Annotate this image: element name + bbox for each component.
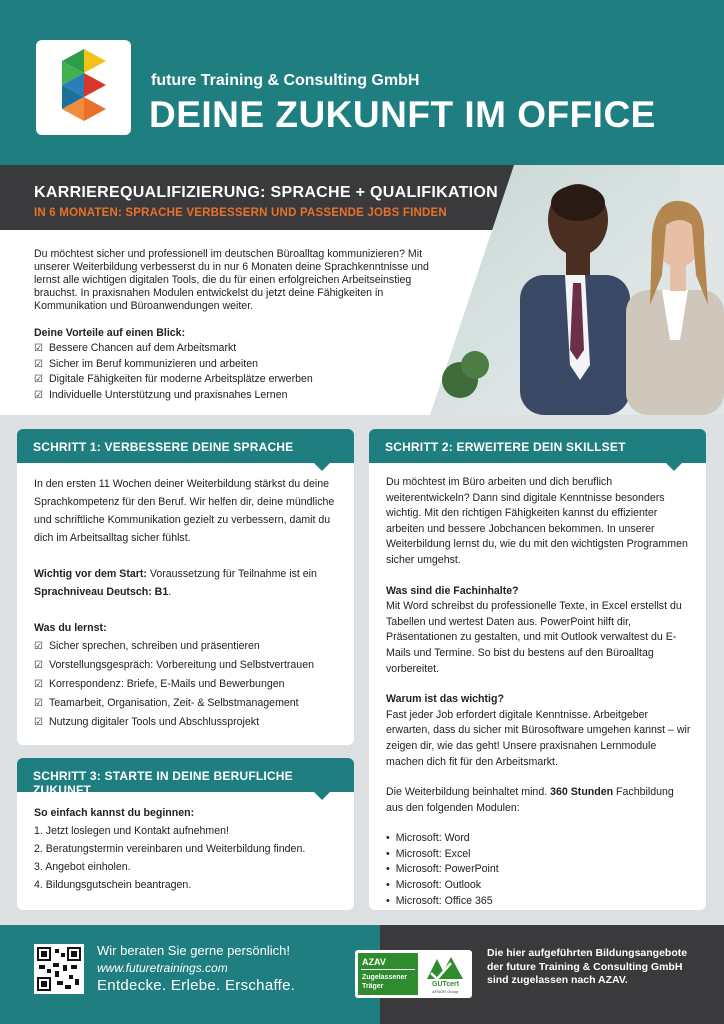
step3-start-title: So einfach kannst du beginnen:: [34, 807, 195, 819]
step1-text: In den ersten 11 Wochen deiner Weiterbildung stärkst du deine Sprachkompetenz für den Beruf. Wir helfen dir, deine mündliche und schriftliche Kommunikation gezielt zu verbessern, damit du dich im Arbeitsalltag sicher fühlst.: [34, 478, 335, 544]
list-item: 2. Beratungstermin vereinbaren und Weiterbildung finden.: [34, 843, 306, 855]
gutcert-text: GUTcert: [432, 981, 460, 988]
azav-line2: Träger: [362, 983, 384, 990]
footer-url-link[interactable]: www.futuretrainings.com: [97, 961, 228, 975]
band-title: KARRIEREQUALIFIZIERUNG: SPRACHE + QUALIFIKATION: [34, 184, 499, 201]
step2-hours: Die Weiterbildung beinhaltet mind. 360 Stunden Fachbildung aus den folgenden Modulen:: [386, 786, 674, 814]
benefit-item: ☑ Digitale Fähigkeiten für moderne Arbeitsplätze erwerben: [34, 372, 313, 388]
step3-steps: [34, 822, 340, 894]
azav-badge: [355, 950, 472, 998]
benefits-list: [34, 341, 313, 403]
step1-learn-title: Was du lernst:: [34, 622, 107, 634]
azav-label-box: [358, 953, 418, 995]
notch-icon: [666, 463, 682, 471]
step1-header: [17, 429, 354, 463]
page-title: DEINE ZUKUNFT IM OFFICE: [149, 94, 656, 135]
step2-why-title: Warum ist das wichtig?: [386, 693, 504, 706]
company-logo: [36, 40, 131, 135]
benefits-title: Deine Vorteile auf einen Blick:: [34, 327, 186, 339]
step1-title: SCHRITT 1: VERBESSERE DEINE SPRACHE: [33, 440, 294, 454]
step3-title: SCHRITT 3: STARTE IN DEINE BERUFLICHE ZUKUNFT: [33, 769, 293, 797]
step1-body: [34, 475, 340, 732]
footer-slogan: Entdecke. Erlebe. Erschaffe.: [97, 977, 296, 994]
hero-photo: [430, 165, 724, 415]
step1-requirement: Wichtig vor dem Start: Voraussetzung für Teilnahme ist ein Sprachniveau Deutsch: B1.: [34, 568, 317, 598]
list-item: • Microsoft: Outlook: [386, 878, 692, 894]
divider: [361, 969, 415, 970]
step2-card: [369, 429, 706, 910]
benefit-item: ☑ Bessere Chancen auf dem Arbeitsmarkt: [34, 341, 313, 357]
qr-code-icon[interactable]: [34, 944, 84, 994]
list-item: ☑ Teamarbeit, Organisation, Zeit- & Selbstmanagement: [34, 694, 340, 713]
step2-modules: [386, 831, 692, 909]
step2-title: SCHRITT 2: ERWEITERE DEIN SKILLSET: [385, 440, 626, 454]
step2-text: Du möchtest im Büro arbeiten und dich beruflich weiterentwickeln? Dann sind digitale Kenntnisse besonders wichtig. Mit den richtigen Fähigkeiten kannst du effizienter arbeiten und bessere Jobchancen bekommen. In unserer Weiterbildung lernst du, wie du mit den wichtigsten Programmen sicher umgehst.: [386, 476, 688, 566]
band-subtitle: IN 6 MONATEN: SPRACHE VERBESSERN UND PASSENDE JOBS FINDEN: [34, 207, 447, 219]
notch-icon: [314, 792, 330, 800]
step3-header: [17, 758, 354, 797]
benefit-item: ☑ Individuelle Unterstützung und praxisnahes Lernen: [34, 388, 313, 404]
step2-body: [386, 475, 692, 909]
step1-card: [17, 429, 354, 745]
company-name: future Training & Consulting GmbH: [151, 72, 420, 89]
list-item: ☑ Vorstellungsgespräch: Vorbereitung und Selbstvertrauen: [34, 656, 340, 675]
list-item: ☑ Sicher sprechen, schreiben und präsentieren: [34, 637, 340, 656]
gutcert-sub: AFNOR Group: [432, 989, 459, 994]
step3-body: [34, 804, 340, 894]
step3-card: [17, 758, 354, 910]
list-item: 1. Jetzt loslegen und Kontakt aufnehmen!: [34, 825, 229, 837]
step2-content-text: Mit Word schreibst du professionelle Texte, in Excel erstellst du Tabellen und wertest Daten aus. PowerPoint hilft dir, Präsentationen zu gestalten, und mit Outlook verwaltest du E-Mails und Termine. So bist du bestens auf den Büroalltag vorbereitet.: [386, 600, 682, 675]
list-item: 4. Bildungsgutschein beantragen.: [34, 879, 192, 891]
notch-icon: [314, 463, 330, 471]
step2-why-text: Fast jeder Job erfordert digitale Kenntnisse. Arbeitgeber erwarten, dass du sicher mit Bürosoftware umgehen kannst – wir zeigen dir, wie das geht! Unsere praxisnahen Lernmodule machen dich fit für den Arbeitsmarkt.: [386, 708, 691, 768]
list-item: • Microsoft: Word: [386, 831, 692, 847]
azav-line1: Zugelassener: [362, 974, 408, 981]
azav-label: AZAV: [362, 957, 386, 967]
list-item: ☑ Korrespondenz: Briefe, E-Mails und Bewerbungen: [34, 675, 340, 694]
list-item: ☑ Nutzung digitaler Tools und Abschlussprojekt: [34, 713, 340, 732]
azav-notice: Die hier aufgeführten Bildungsangebote der future Training & Consulting GmbH sind zugelassen nach AZAV.: [487, 947, 688, 986]
benefit-item: ☑ Sicher im Beruf kommunizieren und arbeiten: [34, 357, 313, 373]
step2-header: [369, 429, 706, 463]
list-item: • Microsoft: Office 365: [386, 894, 692, 910]
list-item: 3. Angebot einholen.: [34, 861, 131, 873]
header: [0, 0, 724, 165]
intro-text: Du möchtest sicher und professionell im deutschen Büroalltag kommunizieren? Mit unserer Weiterbildung verbesserst du in nur 6 Monaten deine Sprachkenntnisse und lernst alle wichtigen digitalen Tools, die du für einen erfolgreichen Arbeitseinstieg brauchst. In praxisnahen Modulen entwickelst du jetzt deine Fähigkeiten in Kommunikation und Büroanwendungen weiter.: [34, 248, 429, 312]
step1-learn-list: [34, 637, 340, 732]
step2-content-title: Was sind die Fachinhalte?: [386, 584, 519, 597]
list-item: • Microsoft: PowerPoint: [386, 862, 692, 878]
list-item: • Microsoft: Excel: [386, 847, 692, 863]
footer-consult: Wir beraten Sie gerne persönlich!: [97, 943, 290, 958]
